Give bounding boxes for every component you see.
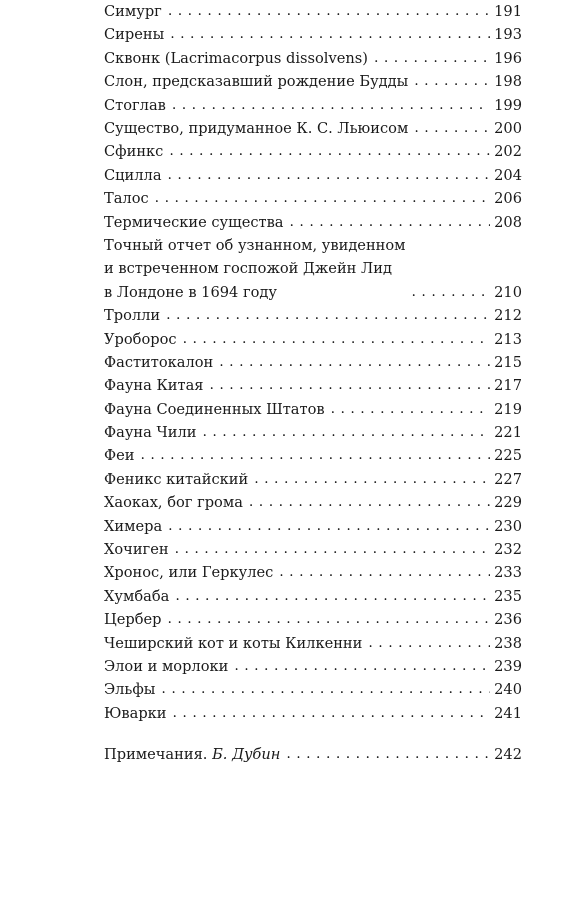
- dot-leader: [155, 187, 490, 210]
- toc-entry-talos[interactable]: [104, 187, 522, 210]
- toc-entry-page: 232: [494, 541, 522, 559]
- toc-entry-fauna-ssha[interactable]: [104, 398, 522, 421]
- dot-leader: [249, 491, 490, 514]
- dot-leader: [161, 678, 490, 701]
- toc-entry-hochigen[interactable]: [104, 538, 522, 561]
- toc-entry-page: 204: [494, 166, 522, 184]
- toc-entry-title: Существо, придуманное К. С. Льюисом: [104, 119, 409, 137]
- toc-entry-title: Уроборос: [104, 330, 177, 348]
- toc-entry-termicheskie[interactable]: [104, 211, 522, 234]
- toc-entry-stsilla[interactable]: [104, 164, 522, 187]
- toc-entry-page: 196: [494, 49, 522, 67]
- toc-entry-primechaniya[interactable]: [104, 743, 522, 766]
- toc-entry-title: Чеширский кот и коты Килкенни: [104, 634, 363, 652]
- dot-leader: [202, 421, 490, 444]
- toc-entry-page: 239: [494, 657, 522, 675]
- toc-entry-page: 206: [494, 190, 522, 208]
- toc-entry-title: Фаститокалон: [104, 353, 214, 371]
- toc-entry-cheshirskii-kot[interactable]: [104, 632, 522, 655]
- toc-entry-page: 213: [494, 330, 522, 348]
- toc-entry-page: 199: [494, 96, 522, 114]
- toc-entry-fauna-kitaya[interactable]: [104, 374, 522, 397]
- dot-leader: [414, 117, 490, 140]
- toc-entry-elfy[interactable]: [104, 678, 522, 701]
- toc-entry-title: Сирены: [104, 26, 165, 44]
- toc-entry-title: Феи: [104, 447, 135, 465]
- toc-entry-page: 217: [494, 377, 522, 395]
- toc-entry-title: Хумбаба: [104, 587, 170, 605]
- toc-entry-title: [104, 234, 406, 304]
- toc-entry-title: Сцилла: [104, 166, 162, 184]
- toc-entry-page: 225: [494, 447, 522, 465]
- toc-entry-page: 227: [494, 470, 522, 488]
- dot-leader: [219, 351, 490, 374]
- toc-entry-page: 210: [494, 283, 522, 301]
- dot-leader: [170, 23, 490, 46]
- toc-entry-title-line: Точный отчет об узнанном, увиденном: [104, 236, 406, 254]
- dot-leader: [331, 398, 491, 421]
- dot-leader: [412, 281, 491, 304]
- dot-leader: [175, 585, 490, 608]
- toc-entry-page: 229: [494, 494, 522, 512]
- dot-leader: [374, 47, 490, 70]
- toc-entry-tserber[interactable]: [104, 608, 522, 631]
- toc-entry-title: Симург: [104, 2, 162, 20]
- dot-leader: [209, 374, 490, 397]
- toc-entry-title: Цербер: [104, 611, 162, 629]
- toc-entry-tochnyi-otchet[interactable]: [104, 234, 522, 304]
- section-gap: [104, 725, 522, 743]
- toc-entry-himera[interactable]: [104, 515, 522, 538]
- toc-entry-slon[interactable]: [104, 70, 522, 93]
- toc-entry-title: Феникс китайский: [104, 470, 249, 488]
- toc-entry-title: Сквонк (Lacrimacorpus dissolvens): [104, 49, 368, 67]
- dot-leader: [414, 70, 490, 93]
- toc-entry-fei[interactable]: [104, 444, 522, 467]
- toc-entry-uroboros[interactable]: [104, 328, 522, 351]
- dot-leader: [169, 140, 490, 163]
- toc-entry-page: 212: [494, 307, 522, 325]
- toc-entry-page: 198: [494, 73, 522, 91]
- toc-entry-eloi-morloki[interactable]: [104, 655, 522, 678]
- toc-entry-page: 219: [494, 400, 522, 418]
- toc-entry-page: 233: [494, 564, 522, 582]
- notes-label: Примечания.: [104, 746, 208, 764]
- toc-entry-title: Элои и морлоки: [104, 657, 229, 675]
- toc-entry-page: 238: [494, 634, 522, 652]
- toc-entry-title: Сфинкс: [104, 143, 164, 161]
- toc-entry-sfinks[interactable]: [104, 140, 522, 163]
- dot-leader: [168, 164, 491, 187]
- dot-leader: [368, 632, 490, 655]
- dot-leader: [234, 655, 490, 678]
- dot-leader: [172, 94, 490, 117]
- toc-entry-page: 202: [494, 143, 522, 161]
- toc-entry-page: 240: [494, 681, 522, 699]
- toc-entry-yuvarki[interactable]: [104, 702, 522, 725]
- toc-entry-title: Химера: [104, 517, 163, 535]
- dot-leader: [254, 468, 490, 491]
- toc-entry-title: Стоглав: [104, 96, 166, 114]
- dot-leader: [168, 0, 490, 23]
- dot-leader: [168, 515, 490, 538]
- dot-leader: [183, 328, 491, 351]
- toc-entry-page: 208: [494, 213, 522, 231]
- dot-leader: [166, 304, 490, 327]
- toc-entry-trolli[interactable]: [104, 304, 522, 327]
- toc-entry-page: 193: [494, 26, 522, 44]
- toc-entry-title: Эльфы: [104, 681, 156, 699]
- toc-entry-title-line: и встреченном госпожой Джейн Лид: [104, 260, 392, 278]
- toc-entry-page: 221: [494, 424, 522, 442]
- toc-entry-title: Хаоках, бог грома: [104, 494, 243, 512]
- toc-entry-page: 200: [494, 119, 522, 137]
- dot-leader: [279, 561, 490, 584]
- toc-list: [104, 0, 522, 767]
- toc-entry-simurg[interactable]: [104, 0, 522, 23]
- dot-leader: [167, 608, 490, 631]
- dot-leader: [290, 211, 491, 234]
- table-of-contents-page: [104, 0, 522, 767]
- toc-entry-sushchestvo-lewis[interactable]: [104, 117, 522, 140]
- toc-entry-skvonk[interactable]: [104, 47, 522, 70]
- dot-leader: [175, 538, 491, 561]
- toc-entry-title: Тролли: [104, 307, 161, 325]
- toc-entry-title: Фауна Чили: [104, 424, 197, 442]
- toc-entry-title: Юварки: [104, 704, 167, 722]
- toc-entry-humbaba[interactable]: [104, 585, 522, 608]
- toc-entry-page: 191: [494, 2, 522, 20]
- toc-entry-page: 215: [494, 353, 522, 371]
- toc-entry-feniks[interactable]: [104, 468, 522, 491]
- toc-entry-title: Хронос, или Геркулес: [104, 564, 274, 582]
- toc-entry-title: [104, 743, 280, 766]
- toc-entry-page: 241: [494, 704, 522, 722]
- toc-entry-hronos[interactable]: [104, 561, 522, 584]
- toc-entry-fastitokalon[interactable]: [104, 351, 522, 374]
- toc-entry-page: 235: [494, 587, 522, 605]
- toc-entry-title: Слон, предсказавший рождение Будды: [104, 73, 409, 91]
- toc-entry-page: 230: [494, 517, 522, 535]
- toc-entry-title: Фауна Китая: [104, 377, 204, 395]
- toc-entry-sireny[interactable]: [104, 23, 522, 46]
- toc-entry-title: Термические существа: [104, 213, 284, 231]
- notes-author: Б. Дубин: [212, 746, 281, 764]
- toc-entry-title-line: в Лондоне в 1694 году: [104, 283, 277, 301]
- toc-entry-title: Хочиген: [104, 541, 169, 559]
- toc-entry-fauna-chili[interactable]: [104, 421, 522, 444]
- toc-entry-title: Талос: [104, 190, 149, 208]
- toc-entry-page: 236: [494, 611, 522, 629]
- dot-leader: [140, 444, 490, 467]
- dot-leader: [173, 702, 491, 725]
- dot-leader: [286, 743, 490, 766]
- toc-entry-title: Фауна Соединенных Штатов: [104, 400, 325, 418]
- toc-entry-page: 242: [494, 746, 522, 764]
- toc-entry-haokah[interactable]: [104, 491, 522, 514]
- toc-entry-stoglav[interactable]: [104, 94, 522, 117]
